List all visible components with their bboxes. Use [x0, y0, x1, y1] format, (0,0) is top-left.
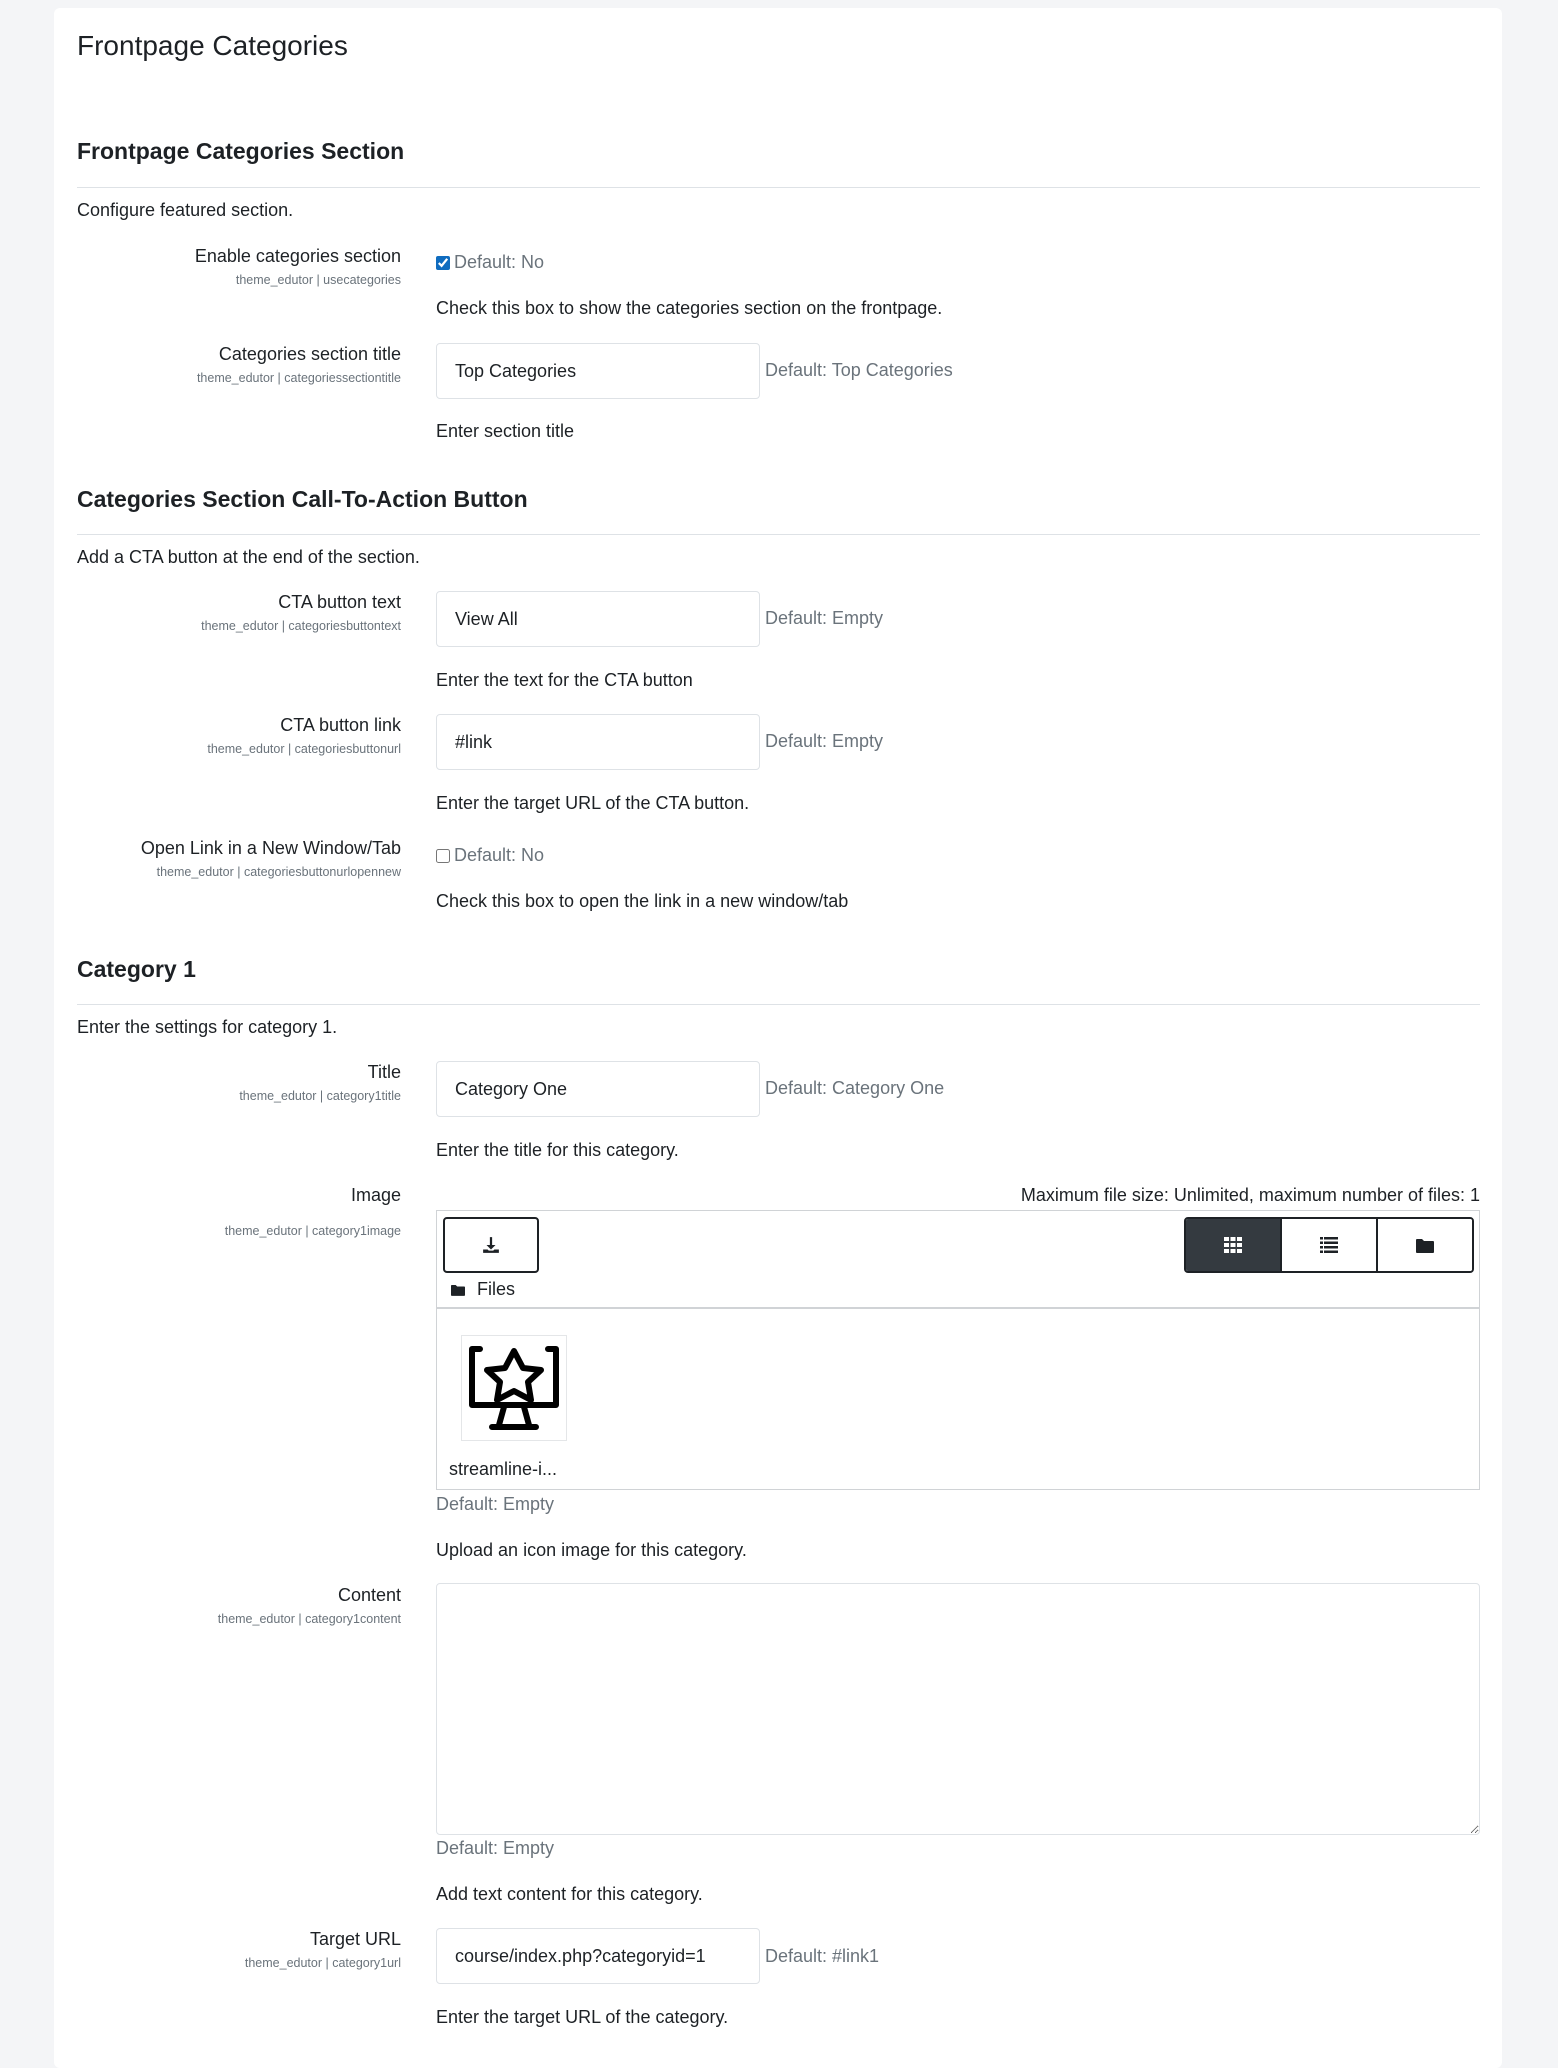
view-toggle-group — [1184, 1217, 1474, 1273]
grid-icon — [1224, 1237, 1242, 1253]
help-text: Enter the text for the CTA button — [436, 670, 693, 690]
usecategories-checkbox-wrap[interactable]: Default: No — [436, 252, 544, 273]
list-view-button[interactable] — [1280, 1219, 1376, 1271]
default-text: Default: Top Categories — [765, 360, 953, 380]
help-text: Upload an icon image for this category. — [436, 1540, 747, 1560]
cta-text-input[interactable] — [436, 591, 760, 647]
usecategories-checkbox[interactable] — [436, 256, 450, 270]
setting-label: Target URL theme_edutor | category1url — [244, 1929, 401, 1970]
divider — [77, 187, 1480, 188]
upload-button[interactable] — [443, 1217, 539, 1273]
folder-icon — [451, 1284, 465, 1296]
default-text: Default: Empty — [765, 731, 884, 751]
file-name: streamline-i... — [449, 1459, 558, 1479]
section-heading: Categories Section Call-To-Action Button — [77, 486, 528, 512]
help-text: Check this box to open the link in a new window/tab — [436, 891, 849, 911]
section-title-input[interactable] — [436, 343, 760, 399]
section-heading: Frontpage Categories Section — [77, 138, 405, 164]
grid-view-button[interactable] — [1186, 1219, 1280, 1271]
download-icon — [482, 1236, 500, 1254]
setting-label: Open Link in a New Window/Tab theme_edutor | categoriesbuttonurlopennew — [140, 838, 401, 879]
default-text: Default: Empty — [765, 608, 884, 628]
setting-label: Title theme_edutor | category1title — [239, 1062, 401, 1103]
folder-icon — [1416, 1238, 1434, 1253]
setting-label: Content theme_edutor | category1content — [217, 1585, 401, 1626]
section-heading: Category 1 — [77, 956, 196, 982]
default-text: Default: Category One — [765, 1078, 945, 1098]
opennew-checkbox-wrap[interactable]: Default: No — [436, 845, 544, 866]
divider — [77, 1004, 1480, 1005]
breadcrumb[interactable]: Files — [451, 1279, 515, 1300]
monitor-star-icon — [466, 1343, 562, 1433]
tree-view-button[interactable] — [1376, 1219, 1472, 1271]
setting-label: Categories section title theme_edutor | categoriessectiontitle — [196, 344, 401, 385]
default-text: Default: Empty — [436, 1494, 555, 1514]
opennew-checkbox[interactable] — [436, 849, 450, 863]
default-text: Default: Empty — [436, 1838, 555, 1858]
help-text: Enter the target URL of the CTA button. — [436, 793, 750, 813]
setting-label: Enable categories section theme_edutor | usecategories — [194, 246, 401, 287]
section-description: Configure featured section. — [77, 200, 294, 220]
help-text: Enter section title — [436, 421, 575, 441]
help-text: Enter the title for this category. — [436, 1140, 679, 1160]
page-title: Frontpage Categories — [77, 30, 348, 61]
content-textarea[interactable] — [436, 1583, 1480, 1835]
help-text: Add text content for this category. — [436, 1884, 703, 1904]
file-picker — [436, 1210, 1480, 1490]
setting-label: CTA button text theme_edutor | categoriesbuttontext — [201, 592, 401, 633]
divider — [437, 1307, 1479, 1309]
list-icon — [1320, 1237, 1338, 1253]
setting-label: Image theme_edutor | category1image — [224, 1185, 401, 1238]
setting-label: CTA button link theme_edutor | categoriesbuttonurl — [207, 715, 401, 756]
section-description: Enter the settings for category 1. — [77, 1017, 338, 1037]
default-text: Default: #link1 — [765, 1946, 880, 1966]
file-thumbnail[interactable] — [461, 1335, 567, 1441]
cta-link-input[interactable] — [436, 714, 760, 770]
help-text: Check this box to show the categories section on the frontpage. — [436, 298, 943, 318]
file-limits: Maximum file size: Unlimited, maximum number of files: 1 — [1020, 1185, 1480, 1205]
category-title-input[interactable] — [436, 1061, 760, 1117]
section-description: Add a CTA button at the end of the section. — [77, 547, 420, 567]
help-text: Enter the target URL of the category. — [436, 2007, 729, 2027]
target-url-input[interactable] — [436, 1928, 760, 1984]
divider — [77, 534, 1480, 535]
